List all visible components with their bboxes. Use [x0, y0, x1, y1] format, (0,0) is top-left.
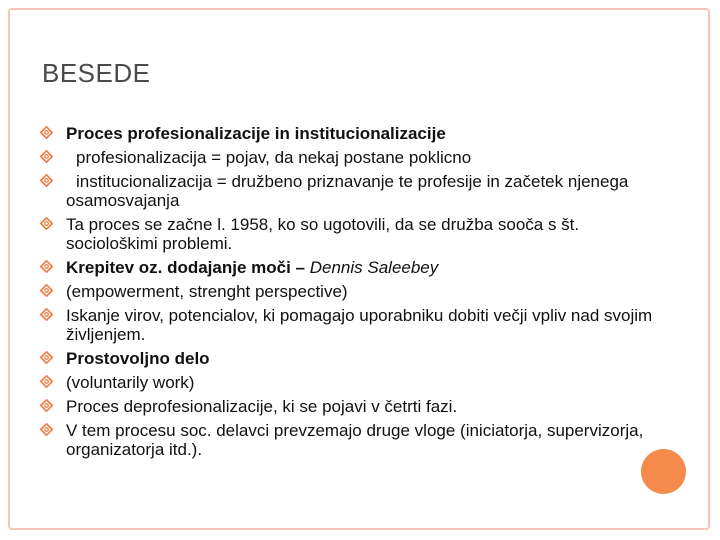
list-item: [40, 148, 660, 167]
item-text: institucionalizacija = družbeno priznavanje te profesije in začetek njenega osamosvajanja: [66, 172, 629, 210]
list-item: [40, 349, 660, 368]
item-text: Proces deprofesionalizacije, ki se pojavi v četrti fazi.: [66, 397, 458, 416]
item-text: (voluntarily work): [66, 373, 195, 392]
list-item: [40, 282, 660, 301]
list-item: [40, 306, 660, 344]
decorative-circle: [641, 449, 686, 494]
list-item: [40, 124, 660, 143]
bullet-icon: [40, 308, 53, 321]
bullet-icon: [40, 423, 53, 436]
slide-title: BESEDE: [42, 58, 151, 88]
bullet-icon: [40, 351, 53, 364]
list-item: [40, 421, 660, 459]
list-item: [40, 215, 660, 253]
list-item: [40, 258, 660, 277]
item-text: Iskanje virov, potencialov, ki pomagajo uporabniku dobiti večji vpliv nad svojim življenjem.: [66, 306, 653, 344]
list-item: [40, 373, 660, 392]
item-text: Ta proces se začne l. 1958, ko so ugotovili, da se družba sooča s št. sociološkimi problemi.: [66, 215, 580, 253]
bullet-icon: [40, 217, 53, 230]
bullet-icon: [40, 375, 53, 388]
item-text: profesionalizacija = pojav, da nekaj postane poklicno: [76, 148, 472, 167]
bullet-icon: [40, 174, 53, 187]
item-text: V tem procesu soc. delavci prevzemajo druge vloge (iniciatorja, supervizorja, organizatorja itd.).: [66, 421, 644, 459]
bullet-icon: [40, 284, 53, 297]
list-item: [40, 397, 660, 416]
bullet-icon: [40, 399, 53, 412]
bullet-icon: [40, 150, 53, 163]
item-text: (empowerment, strenght perspective): [66, 282, 348, 301]
item-text: Proces profesionalizacije in institucionalizacije: [66, 124, 446, 143]
author-name: Dennis Saleebey: [309, 258, 439, 277]
item-text: Prostovoljno delo: [66, 349, 210, 368]
list-item: [40, 172, 660, 210]
bullet-list: [40, 124, 660, 464]
bullet-icon: [40, 260, 53, 273]
item-text: Krepitev oz. dodajanje moči –: [66, 258, 310, 277]
bullet-icon: [40, 126, 53, 139]
